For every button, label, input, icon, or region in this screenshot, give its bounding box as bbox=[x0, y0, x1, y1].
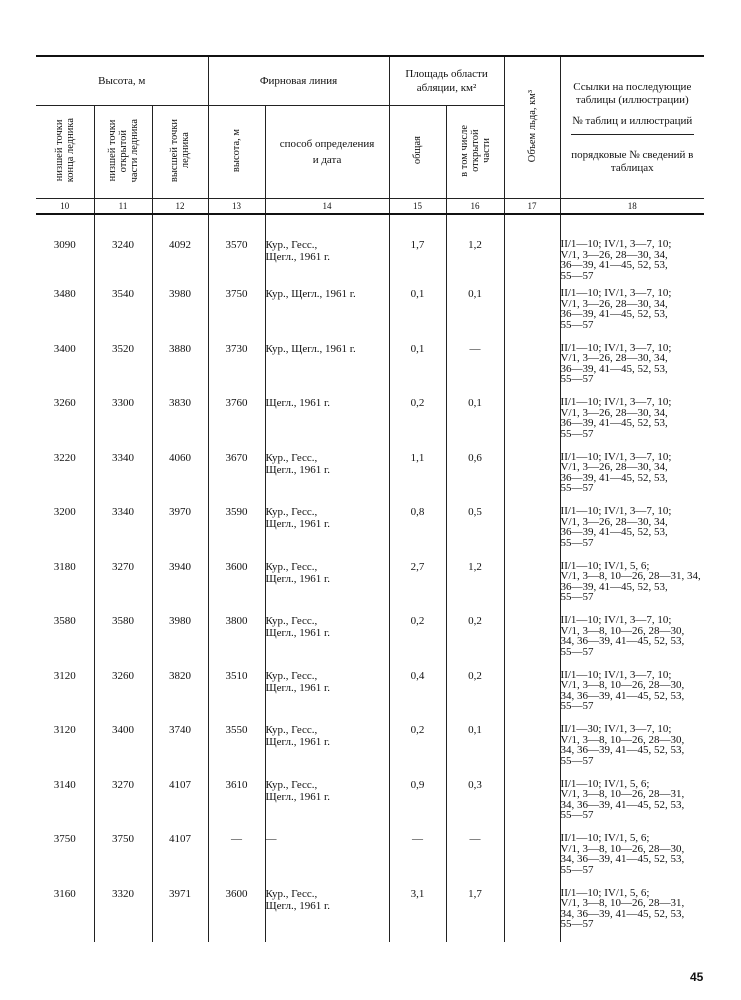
cell-col14: Кур., Гесс., Щегл., 1961 г. bbox=[265, 888, 389, 943]
col-number: 16 bbox=[446, 199, 504, 215]
cell-col15: 0,2 bbox=[389, 724, 446, 779]
cell-col17 bbox=[504, 214, 560, 288]
cell-col17 bbox=[504, 288, 560, 343]
glacier-table bbox=[36, 55, 704, 942]
cell-col12: 4107 bbox=[152, 779, 208, 834]
cell-col12: 3820 bbox=[152, 670, 208, 725]
cell-col10: 3400 bbox=[36, 343, 94, 398]
cell-col13: 3600 bbox=[208, 561, 265, 616]
cell-col13: 3590 bbox=[208, 506, 265, 561]
cell-col14: Кур., Гесс., Щегл., 1961 г. bbox=[265, 506, 389, 561]
table-row bbox=[36, 779, 704, 834]
cell-col11: 3340 bbox=[94, 506, 152, 561]
header-refs-group: Ссылки на последующие таблицы (иллюстрации) bbox=[573, 80, 692, 106]
table-row bbox=[36, 615, 704, 670]
table-row bbox=[36, 288, 704, 343]
cell-col10: 3750 bbox=[36, 833, 94, 888]
cell-col13: 3610 bbox=[208, 779, 265, 834]
header-col14: способ определения и дата bbox=[265, 106, 389, 199]
cell-col10: 3220 bbox=[36, 452, 94, 507]
cell-col15: 3,1 bbox=[389, 888, 446, 943]
cell-col14: Кур., Гесс., Щегл., 1961 г. bbox=[265, 670, 389, 725]
cell-col18: II/1—30; IV/1, 3—7, 10; V/1, 3—8, 10—26, 28—30, 34, 36—39, 41—45, 52, 53, 55—57 bbox=[560, 724, 704, 779]
column-numbers-row bbox=[36, 199, 704, 215]
cell-col15: 0,8 bbox=[389, 506, 446, 561]
cell-col17 bbox=[504, 724, 560, 779]
cell-col12: 3980 bbox=[152, 615, 208, 670]
cell-col10: 3180 bbox=[36, 561, 94, 616]
data-table-sheet bbox=[36, 55, 704, 942]
cell-col11: 3340 bbox=[94, 452, 152, 507]
cell-col10: 3090 bbox=[36, 214, 94, 288]
table-row bbox=[36, 561, 704, 616]
table-row bbox=[36, 833, 704, 888]
table-row bbox=[36, 397, 704, 452]
cell-col16: 0,2 bbox=[446, 670, 504, 725]
cell-col12: 4092 bbox=[152, 214, 208, 288]
cell-col16: 1,2 bbox=[446, 214, 504, 288]
cell-col13: 3570 bbox=[208, 214, 265, 288]
cell-col10: 3120 bbox=[36, 670, 94, 725]
cell-col12: 3830 bbox=[152, 397, 208, 452]
header-firn-group: Фирновая линия bbox=[208, 56, 389, 106]
cell-col18: II/1—10; IV/1, 5, 6; V/1, 3—8, 10—26, 28—31, 34, 36—39, 41—45, 52, 53, 55—57 bbox=[560, 561, 704, 616]
cell-col13: 3750 bbox=[208, 288, 265, 343]
col-number: 13 bbox=[208, 199, 265, 215]
cell-col17 bbox=[504, 506, 560, 561]
cell-col16: — bbox=[446, 343, 504, 398]
table-body bbox=[36, 214, 704, 942]
table-row bbox=[36, 214, 704, 288]
cell-col12: 3880 bbox=[152, 343, 208, 398]
header-area-group: Площадь области абляции, км² bbox=[389, 56, 504, 106]
cell-col17 bbox=[504, 888, 560, 943]
cell-col12: 3980 bbox=[152, 288, 208, 343]
table-row bbox=[36, 506, 704, 561]
cell-col10: 3160 bbox=[36, 888, 94, 943]
cell-col13: 3600 bbox=[208, 888, 265, 943]
cell-col17 bbox=[504, 670, 560, 725]
cell-col13: 3670 bbox=[208, 452, 265, 507]
cell-col16: 1,2 bbox=[446, 561, 504, 616]
cell-col17 bbox=[504, 452, 560, 507]
cell-col15: 0,1 bbox=[389, 288, 446, 343]
cell-col18: II/1—10; IV/1, 3—7, 10; V/1, 3—26, 28—30, 34, 36—39, 41—45, 52, 53, 55—57 bbox=[560, 343, 704, 398]
table-row bbox=[36, 452, 704, 507]
cell-col16: 0,1 bbox=[446, 397, 504, 452]
cell-col10: 3480 bbox=[36, 288, 94, 343]
cell-col15: 0,4 bbox=[389, 670, 446, 725]
cell-col16: — bbox=[446, 833, 504, 888]
table-row bbox=[36, 888, 704, 943]
cell-col14: Кур., Гесс., Щегл., 1961 г. bbox=[265, 615, 389, 670]
cell-col16: 0,3 bbox=[446, 779, 504, 834]
header-col13: высота, м bbox=[208, 106, 265, 199]
cell-col11: 3260 bbox=[94, 670, 152, 725]
table-row bbox=[36, 724, 704, 779]
cell-col10: 3200 bbox=[36, 506, 94, 561]
cell-col18: II/1—10; IV/1, 5, 6; V/1, 3—8, 10—26, 28—31, 34, 36—39, 41—45, 52, 53, 55—57 bbox=[560, 888, 704, 943]
cell-col13: 3550 bbox=[208, 724, 265, 779]
cell-col18: II/1—10; IV/1, 3—7, 10; V/1, 3—26, 28—30, 34, 36—39, 41—45, 52, 53, 55—57 bbox=[560, 506, 704, 561]
cell-col17 bbox=[504, 343, 560, 398]
cell-col12: 3740 bbox=[152, 724, 208, 779]
header-refs bbox=[560, 56, 704, 199]
col-number: 10 bbox=[36, 199, 94, 215]
cell-col11: 3540 bbox=[94, 288, 152, 343]
cell-col16: 0,6 bbox=[446, 452, 504, 507]
table-row bbox=[36, 670, 704, 725]
header-volume: Объем льда, км³ bbox=[504, 56, 560, 199]
cell-col15: — bbox=[389, 833, 446, 888]
header-refs-sub1: № таблиц и иллюстраций bbox=[572, 114, 693, 127]
cell-col14: Кур., Гесс., Щегл., 1961 г. bbox=[265, 724, 389, 779]
col-number: 17 bbox=[504, 199, 560, 215]
header-height-group: Высота, м bbox=[36, 56, 208, 106]
cell-col11: 3270 bbox=[94, 779, 152, 834]
cell-col18: II/1—10; IV/1, 3—7, 10; V/1, 3—26, 28—30, 34, 36—39, 41—45, 52, 53, 55—57 bbox=[560, 452, 704, 507]
cell-col14: Щегл., 1961 г. bbox=[265, 397, 389, 452]
cell-col11: 3520 bbox=[94, 343, 152, 398]
cell-col13: 3760 bbox=[208, 397, 265, 452]
header-refs-divider bbox=[571, 134, 695, 143]
cell-col12: 3970 bbox=[152, 506, 208, 561]
cell-col16: 0,1 bbox=[446, 724, 504, 779]
cell-col18: II/1—10; IV/1, 5, 6; V/1, 3—8, 10—26, 28—30, 34, 36—39, 41—45, 52, 53, 55—57 bbox=[560, 833, 704, 888]
cell-col10: 3140 bbox=[36, 779, 94, 834]
cell-col13: 3800 bbox=[208, 615, 265, 670]
cell-col13: — bbox=[208, 833, 265, 888]
cell-col15: 2,7 bbox=[389, 561, 446, 616]
col-number: 11 bbox=[94, 199, 152, 215]
cell-col13: 3730 bbox=[208, 343, 265, 398]
cell-col14: Кур., Гесс., Щегл., 1961 г. bbox=[265, 452, 389, 507]
cell-col12: 3971 bbox=[152, 888, 208, 943]
cell-col14: Кур., Щегл., 1961 г. bbox=[265, 288, 389, 343]
cell-col10: 3120 bbox=[36, 724, 94, 779]
header-col10: низшей точки конца ледника bbox=[36, 106, 94, 199]
col-number: 15 bbox=[389, 199, 446, 215]
cell-col18: II/1—10; IV/1, 3—7, 10; V/1, 3—26, 28—30, 34, 36—39, 41—45, 52, 53, 55—57 bbox=[560, 288, 704, 343]
cell-col14: — bbox=[265, 833, 389, 888]
cell-col16: 0,2 bbox=[446, 615, 504, 670]
cell-col13: 3510 bbox=[208, 670, 265, 725]
col-number: 18 bbox=[560, 199, 704, 215]
cell-col10: 3260 bbox=[36, 397, 94, 452]
col-number: 12 bbox=[152, 199, 208, 215]
cell-col16: 0,1 bbox=[446, 288, 504, 343]
cell-col11: 3320 bbox=[94, 888, 152, 943]
cell-col17 bbox=[504, 615, 560, 670]
cell-col16: 0,5 bbox=[446, 506, 504, 561]
header-refs-sub2: порядковые № сведений в таблицах bbox=[571, 148, 694, 174]
cell-col15: 0,9 bbox=[389, 779, 446, 834]
header-col11: низшей точки открытой части ледника bbox=[94, 106, 152, 199]
cell-col15: 1,1 bbox=[389, 452, 446, 507]
cell-col18: II/1—10; IV/1, 3—7, 10; V/1, 3—26, 28—30, 34, 36—39, 41—45, 52, 53, 55—57 bbox=[560, 214, 704, 288]
cell-col11: 3580 bbox=[94, 615, 152, 670]
cell-col14: Кур., Щегл., 1961 г. bbox=[265, 343, 389, 398]
cell-col17 bbox=[504, 561, 560, 616]
cell-col11: 3270 bbox=[94, 561, 152, 616]
cell-col14: Кур., Гесс., Щегл., 1961 г. bbox=[265, 561, 389, 616]
cell-col18: II/1—10; IV/1, 5, 6; V/1, 3—8, 10—26, 28—31, 34, 36—39, 41—45, 52, 53, 55—57 bbox=[560, 779, 704, 834]
cell-col18: II/1—10; IV/1, 3—7, 10; V/1, 3—8, 10—26, 28—30, 34, 36—39, 41—45, 52, 53, 55—57 bbox=[560, 670, 704, 725]
cell-col16: 1,7 bbox=[446, 888, 504, 943]
header-col12: высшей точки ледника bbox=[152, 106, 208, 199]
page-number: 45 bbox=[690, 970, 704, 984]
cell-col10: 3580 bbox=[36, 615, 94, 670]
cell-col15: 0,2 bbox=[389, 397, 446, 452]
cell-col11: 3240 bbox=[94, 214, 152, 288]
cell-col15: 0,2 bbox=[389, 615, 446, 670]
cell-col17 bbox=[504, 833, 560, 888]
cell-col12: 4060 bbox=[152, 452, 208, 507]
cell-col17 bbox=[504, 779, 560, 834]
cell-col15: 0,1 bbox=[389, 343, 446, 398]
header-col16: в том числе открытой части bbox=[446, 106, 504, 199]
cell-col11: 3400 bbox=[94, 724, 152, 779]
col-number: 14 bbox=[265, 199, 389, 215]
cell-col18: II/1—10; IV/1, 3—7, 10; V/1, 3—26, 28—30, 34, 36—39, 41—45, 52, 53, 55—57 bbox=[560, 397, 704, 452]
cell-col12: 4107 bbox=[152, 833, 208, 888]
cell-col11: 3300 bbox=[94, 397, 152, 452]
cell-col17 bbox=[504, 397, 560, 452]
cell-col18: II/1—10; IV/1, 3—7, 10; V/1, 3—8, 10—26, 28—30, 34, 36—39, 41—45, 52, 53, 55—57 bbox=[560, 615, 704, 670]
cell-col14: Кур., Гесс., Щегл., 1961 г. bbox=[265, 214, 389, 288]
cell-col14: Кур., Гесс., Щегл., 1961 г. bbox=[265, 779, 389, 834]
table-row bbox=[36, 343, 704, 398]
cell-col12: 3940 bbox=[152, 561, 208, 616]
cell-col15: 1,7 bbox=[389, 214, 446, 288]
header-col15: общая bbox=[389, 106, 446, 199]
cell-col11: 3750 bbox=[94, 833, 152, 888]
